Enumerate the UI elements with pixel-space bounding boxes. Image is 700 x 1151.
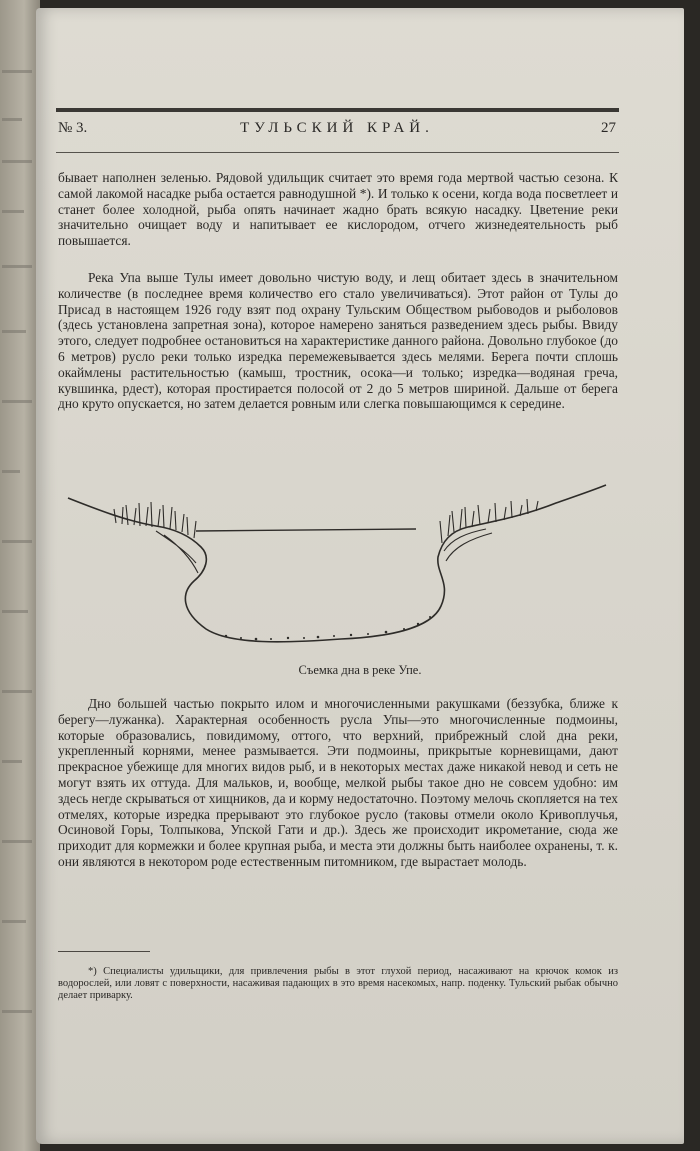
left-bank-vegetation xyxy=(114,502,198,573)
water-surface-line xyxy=(196,529,416,531)
paragraph-upa-river xyxy=(58,270,618,412)
paragraph-continuation xyxy=(58,170,618,249)
riverbed-cross-section-figure xyxy=(56,481,616,656)
riverbed-outline xyxy=(68,485,606,642)
paragraph-riverbed xyxy=(58,696,618,870)
paragraph-2: Река Упа выше Тулы имеет довольно чистую воду, и лещ обитает здесь в значительном количестве (в последнее время количество его стало увеличиваться). Этот район от Тулы до Присад в настоящем 1926 году взят под охрану Тульским Обществом рыбоводов и рыболовов (здесь установлена запретная зона), которое намерено заняться разведением здесь рыбы. Ввиду этого, следует подробнее остановиться на характеристике данного района. Довольно глубокое (до 6 метров) русло реки только изредка перемежевывается здесь мелями. Берега почти сплошь окаймлены растительностью (камыш, тростник, осока—и только; изредка—водяная греча, кувшинка, рдест), которая простирается полосой от 2 до 5 метров шириной. Дальше от берега дно круто опускается, но затем делается ровным или слегка повышающимся к середине. xyxy=(58,270,618,412)
right-bank-vegetation xyxy=(440,499,538,561)
journal-title: ТУЛЬСКИЙ КРАЙ. xyxy=(240,120,434,136)
footnote xyxy=(58,966,618,1003)
paragraph-1: бывает наполнен зеленью. Рядовой удильщик считает это время года мертвой частью сезона. К самой лакомой насадке рыба остается равнодушной *). И только к осени, когда вода посветлеет и станет более холодной, рыба опять начинает жадно брать всякую насадку. Цветение реки значительно очищает воду и напитывает ее кислородом, отчего жизнедеятельность рыб повышается. xyxy=(58,170,618,249)
header-thick-rule xyxy=(56,108,619,112)
paragraph-3: Дно большей частью покрыто илом и многочисленными ракушками (беззубка, ближе к берегу—лужанка). Характерная особенность русла Упы—это многочисленные подмоины, которые образовались, повидимому, оттого, что верхний, прибрежный слой дна реки, укрепленный корнями, менее размывается. Эти подмоины, прикрытые корневищами, дают прекрасное убежище для многих видов рыб, и в некоторых местах даже никакой невод и сеть не могут взять их оттуда. Для мальков, и, вообще, мелкой рыбы такое дно не совсем удобно: им здесь негде скрываться от хищников, да и корму недостаточно. Поэтому мелочь скопляется на тех отмелях, которые изредка прерывают это глубокое русло (таковы отмели около Кривоплучья, Осиновой Горы, Толпыкова, Упской Гати и др.). Здесь же происходит икрометание, сюда же приходит для кормежки и более крупная рыба, и места эти должны быть наиболее охранены, т. к. они являются в некотором роде естественным питомником, где вырастает молодь. xyxy=(58,696,618,869)
footnote-rule xyxy=(58,951,150,952)
page-number: 27 xyxy=(601,120,616,136)
running-header xyxy=(58,120,616,148)
header-thin-rule xyxy=(56,152,619,153)
book-page xyxy=(36,8,684,1144)
bottom-sediment xyxy=(225,616,431,640)
issue-number: № 3. xyxy=(58,120,88,136)
footnote-text: *) Специалисты удильщики, для привлечения рыбы в этот глухой период, насаживают на крючок комок из водорослей, или ловят с поверхности, насаживая падающих в это время насекомых, напр. поденку. Тульский рыбак обычно делает приварку. xyxy=(58,966,618,1002)
adjacent-page-edge xyxy=(0,0,40,1151)
figure-caption: Съемка дна в реке Упе. xyxy=(298,663,422,677)
